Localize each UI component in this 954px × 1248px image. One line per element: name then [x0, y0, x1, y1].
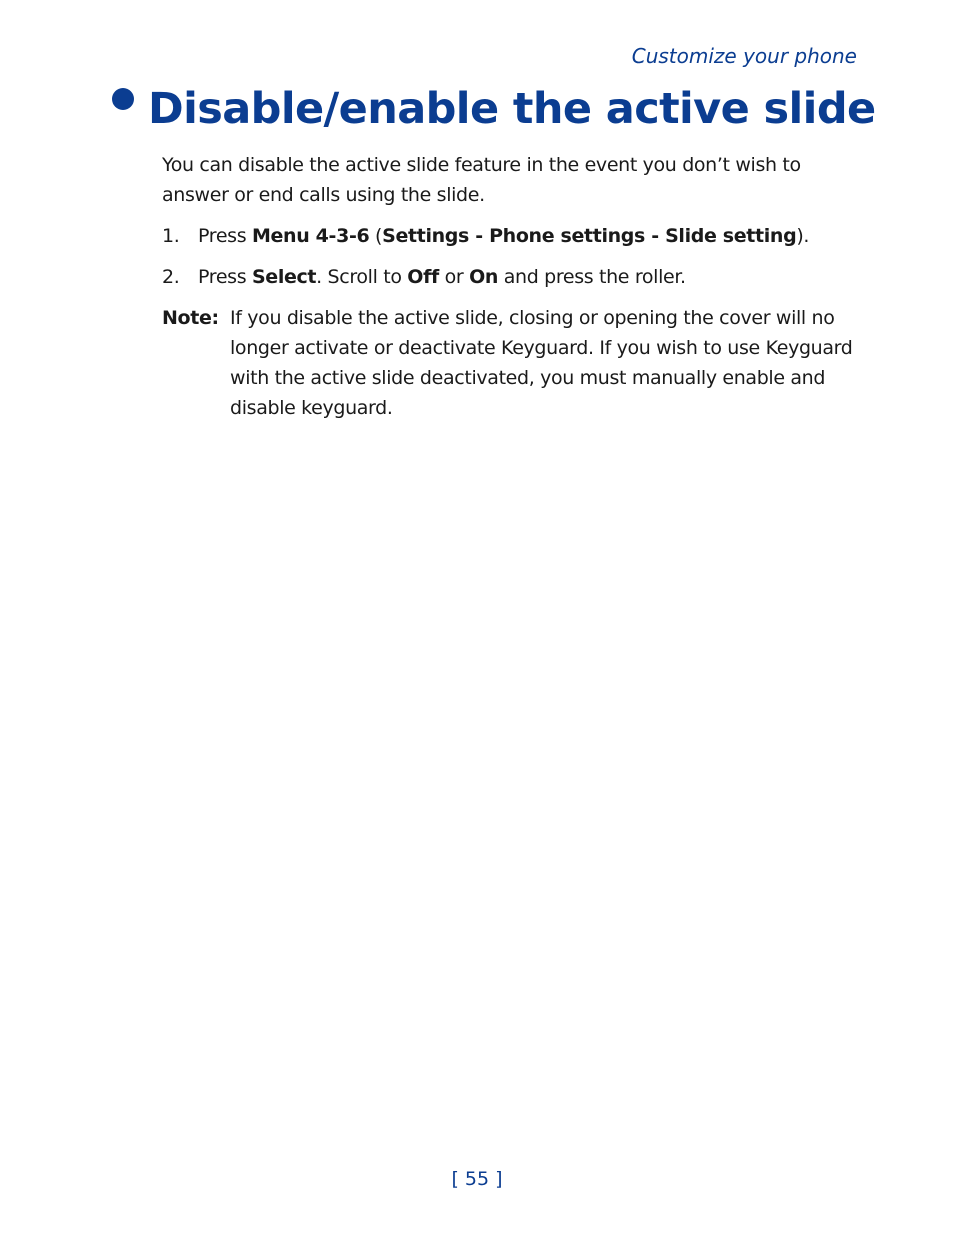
- note-text: If you disable the active slide, closing or opening the cover will no longer activate or deactivate Keyguard. If you wish to use Keyguard with the active slide deactivated, you must manually enable and disable keyguard.: [230, 307, 853, 419]
- step-1: [162, 221, 867, 251]
- content-body: [162, 150, 867, 423]
- step-text: Press Select. Scroll to Off or On and press the roller.: [198, 266, 686, 288]
- step-number: 2.: [162, 266, 180, 288]
- section-heading: [112, 84, 894, 134]
- page-number: [ 55 ]: [451, 1168, 503, 1190]
- intro-paragraph: You can disable the active slide feature in the event you don’t wish to answer or end calls using the slide.: [162, 154, 801, 206]
- note-block: [162, 303, 867, 423]
- running-header: Customize your phone: [631, 44, 857, 68]
- step-2: [162, 262, 867, 292]
- option-on: On: [469, 266, 499, 288]
- note-label: Note:: [162, 307, 219, 329]
- option-off: Off: [407, 266, 439, 288]
- step-number: 1.: [162, 225, 180, 247]
- bullet-icon: [112, 88, 134, 110]
- select-key: Select: [251, 266, 317, 288]
- step-text: Press Menu 4-3-6 (Settings - Phone settings - Slide setting).: [198, 225, 810, 247]
- menu-shortcut: Menu 4-3-6: [251, 225, 370, 247]
- menu-path: Settings - Phone settings - Slide setting: [382, 225, 797, 247]
- page-title: Disable/enable the active slide: [148, 84, 876, 134]
